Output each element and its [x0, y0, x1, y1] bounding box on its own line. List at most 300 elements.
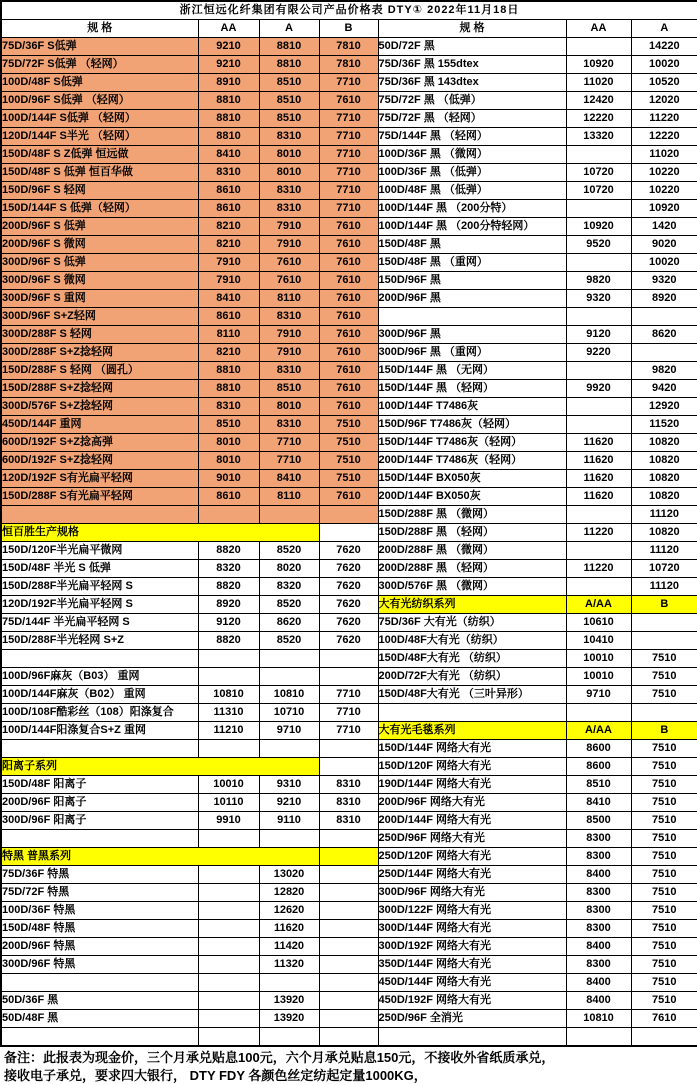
table-row — [1, 146, 697, 164]
price-cell: 8320 — [259, 578, 319, 596]
spec-cell: 150D/48F 黑 （重网） — [378, 254, 566, 272]
price-cell: 11020 — [566, 74, 631, 92]
spec-cell: 300D/144F 网络大有光 — [378, 920, 566, 938]
price-cell — [319, 1010, 378, 1028]
price-cell — [319, 506, 378, 524]
price-cell — [631, 308, 697, 326]
spec-cell: 200D/96F S 低弹 — [1, 218, 198, 236]
price-cell: 8610 — [198, 182, 259, 200]
spec-cell — [378, 308, 566, 326]
table-row — [1, 362, 697, 380]
price-cell: 8400 — [566, 974, 631, 992]
section-header-cell: 特黑 普黑系列 — [1, 848, 319, 866]
spec-cell: 100D/144F S低弹 （轻网） — [1, 110, 198, 128]
price-cell: 7510 — [631, 974, 697, 992]
price-cell — [198, 1010, 259, 1028]
table-row — [1, 812, 697, 830]
price-cell: 8910 — [198, 74, 259, 92]
table-row — [1, 974, 697, 992]
price-cell: 11520 — [631, 416, 697, 434]
price-cell: 7510 — [631, 866, 697, 884]
price-cell: 7510 — [631, 686, 697, 704]
spec-cell: 150D/144F S 低弹（轻网） — [1, 200, 198, 218]
price-cell: 14220 — [631, 38, 697, 56]
price-cell: 8210 — [198, 236, 259, 254]
price-cell: 8810 — [259, 56, 319, 74]
table-row — [1, 254, 697, 272]
price-cell: 7810 — [319, 38, 378, 56]
price-cell: 11120 — [631, 542, 697, 560]
spec-cell: 50D/48F 黑 — [1, 1010, 198, 1028]
price-cell — [319, 758, 378, 776]
price-cell: 7610 — [631, 1010, 697, 1028]
price-cell: 7710 — [319, 146, 378, 164]
price-cell: 8610 — [198, 200, 259, 218]
table-row — [1, 200, 697, 218]
spec-cell: 150D/48F 黑 — [378, 236, 566, 254]
price-cell: 8520 — [259, 632, 319, 650]
price-cell: 9210 — [198, 56, 259, 74]
spec-cell: 300D/576F 黑 （微网） — [378, 578, 566, 596]
table-row — [1, 506, 697, 524]
table-row — [1, 794, 697, 812]
spec-cell: 200D/144F 网络大有光 — [378, 812, 566, 830]
price-cell: 10410 — [566, 632, 631, 650]
table-row — [1, 164, 697, 182]
table-row — [1, 992, 697, 1010]
price-cell — [198, 650, 259, 668]
price-cell: 8400 — [566, 938, 631, 956]
price-cell: 8410 — [198, 146, 259, 164]
price-cell: 11220 — [566, 524, 631, 542]
price-cell: 12820 — [259, 884, 319, 902]
spec-cell: 200D/96F 黑 — [378, 290, 566, 308]
spec-cell: 100D/108F酷彩丝（108）阳涤复合 — [1, 704, 198, 722]
section-header-cell: 大有光毛毯系列 — [378, 722, 566, 740]
price-cell: 7710 — [319, 200, 378, 218]
spec-cell: 300D/192F 网络大有光 — [378, 938, 566, 956]
price-cell: 12220 — [566, 110, 631, 128]
table-row — [1, 866, 697, 884]
price-cell: 11120 — [631, 578, 697, 596]
price-cell: 8010 — [259, 164, 319, 182]
spec-cell: 100D/96F S低弹 （轻网） — [1, 92, 198, 110]
table-row — [1, 128, 697, 146]
price-cell: 9910 — [198, 812, 259, 830]
spec-cell: 100D/36F 黑 （微网） — [378, 146, 566, 164]
price-cell: 8610 — [198, 308, 259, 326]
price-cell: 8500 — [566, 812, 631, 830]
price-cell — [631, 344, 697, 362]
spec-cell: 100D/144F 黑 （200分特） — [378, 200, 566, 218]
price-cell: 9020 — [631, 236, 697, 254]
price-cell — [198, 830, 259, 848]
spec-cell: 150D/48F S 低弹 恒百华做 — [1, 164, 198, 182]
price-cell: 10710 — [259, 704, 319, 722]
price-cell: 8410 — [198, 290, 259, 308]
price-cell: B — [631, 596, 697, 614]
price-cell: 8300 — [566, 920, 631, 938]
table-row — [1, 884, 697, 902]
table-row — [1, 272, 697, 290]
price-cell: 8410 — [259, 470, 319, 488]
price-cell — [319, 740, 378, 758]
price-cell — [566, 578, 631, 596]
price-cell: 7510 — [631, 938, 697, 956]
price-cell: 7710 — [319, 110, 378, 128]
price-cell: 7910 — [259, 326, 319, 344]
spec-cell: 200D/96F S 微网 — [1, 236, 198, 254]
price-cell — [259, 668, 319, 686]
price-cell: 7510 — [319, 470, 378, 488]
price-cell: 8300 — [566, 848, 631, 866]
table-row — [1, 686, 697, 704]
price-cell: 7710 — [319, 722, 378, 740]
price-cell: 10820 — [631, 434, 697, 452]
price-cell: 7610 — [319, 92, 378, 110]
price-cell — [631, 632, 697, 650]
spec-cell: 190D/144F 网络大有光 — [378, 776, 566, 794]
price-cell — [566, 146, 631, 164]
spec-cell: 200D/144F BX050灰 — [378, 488, 566, 506]
price-cell: 7610 — [319, 380, 378, 398]
price-cell: 7910 — [259, 218, 319, 236]
price-cell: 8310 — [259, 362, 319, 380]
spec-cell: 100D/36F 特黑 — [1, 902, 198, 920]
price-cell — [198, 920, 259, 938]
price-cell: 8510 — [566, 776, 631, 794]
price-cell: 8310 — [319, 794, 378, 812]
price-cell: 7620 — [319, 542, 378, 560]
price-cell — [198, 974, 259, 992]
table-row — [1, 488, 697, 506]
price-cell: 7510 — [631, 920, 697, 938]
price-cell: 9120 — [566, 326, 631, 344]
spec-cell: 100D/144F麻灰（B02） 重网 — [1, 686, 198, 704]
spec-cell: 600D/192F S+Z捻高弹 — [1, 434, 198, 452]
price-cell: 10920 — [631, 200, 697, 218]
price-cell: 12020 — [631, 92, 697, 110]
price-cell — [566, 200, 631, 218]
price-cell: 8810 — [198, 92, 259, 110]
spec-cell — [378, 1028, 566, 1047]
left-spec-header: 规 格 — [1, 20, 198, 38]
price-cell: 7710 — [319, 704, 378, 722]
price-cell: 9710 — [259, 722, 319, 740]
price-cell: 7610 — [319, 308, 378, 326]
table-row — [1, 776, 697, 794]
price-cell: 8320 — [198, 560, 259, 578]
table-row — [1, 704, 697, 722]
table-row — [1, 542, 697, 560]
table-row — [1, 650, 697, 668]
price-cell: 8810 — [259, 38, 319, 56]
spec-cell — [1, 506, 198, 524]
price-cell: 11220 — [631, 110, 697, 128]
price-cell: 7510 — [319, 416, 378, 434]
price-cell — [319, 1028, 378, 1047]
price-cell — [566, 38, 631, 56]
price-cell: 8310 — [198, 398, 259, 416]
price-cell — [198, 938, 259, 956]
price-cell: 9520 — [566, 236, 631, 254]
price-cell: 10820 — [631, 524, 697, 542]
spec-cell: 300D/96F 黑 （重网） — [378, 344, 566, 362]
spec-cell: 75D/36F 黑 155dtex — [378, 56, 566, 74]
spec-cell: 300D/288F S 轻网 — [1, 326, 198, 344]
price-cell — [319, 668, 378, 686]
price-cell: 11620 — [566, 470, 631, 488]
spec-cell: 200D/96F 阳离子 — [1, 794, 198, 812]
price-cell — [631, 1028, 697, 1047]
price-cell: 10720 — [566, 182, 631, 200]
note-line-1: 备注：此报表为现金价，三个月承兑贴息100元，六个月承兑贴息150元，不接收外省纸质承兑， — [4, 1050, 555, 1065]
spec-cell: 150D/96F 黑 — [378, 272, 566, 290]
price-cell: 7620 — [319, 596, 378, 614]
price-cell: 8400 — [566, 866, 631, 884]
table-row — [1, 56, 697, 74]
price-cell: 9320 — [631, 272, 697, 290]
spec-cell — [1, 650, 198, 668]
price-cell: 9120 — [198, 614, 259, 632]
price-cell: 8520 — [259, 596, 319, 614]
price-cell — [198, 506, 259, 524]
spec-cell: 150D/48F大有光 （三叶异形） — [378, 686, 566, 704]
spec-cell: 100D/48F S低弹 — [1, 74, 198, 92]
table-row — [1, 398, 697, 416]
spec-cell — [1, 1028, 198, 1047]
price-cell: 7610 — [319, 272, 378, 290]
price-cell: 10220 — [631, 182, 697, 200]
table-row — [1, 236, 697, 254]
table-row — [1, 632, 697, 650]
price-cell: 10020 — [631, 254, 697, 272]
spec-cell: 100D/144F阳涤复合S+Z 重网 — [1, 722, 198, 740]
price-cell: 8920 — [631, 290, 697, 308]
price-cell: 8310 — [259, 416, 319, 434]
price-cell: 7610 — [319, 488, 378, 506]
price-cell: 7910 — [198, 272, 259, 290]
price-cell: 12920 — [631, 398, 697, 416]
price-cell: 11020 — [631, 146, 697, 164]
spec-cell: 150D/144F BX050灰 — [378, 470, 566, 488]
spec-cell: 100D/96F麻灰（B03） 重网 — [1, 668, 198, 686]
price-cell — [319, 956, 378, 974]
spec-cell: 150D/96F S 轻网 — [1, 182, 198, 200]
price-cell: 10010 — [198, 776, 259, 794]
spec-cell: 200D/288F 黑 （轻网） — [378, 560, 566, 578]
price-cell: 8020 — [259, 560, 319, 578]
price-cell: 9710 — [566, 686, 631, 704]
price-cell: 8300 — [566, 902, 631, 920]
title-row — [1, 1, 697, 20]
price-cell — [631, 614, 697, 632]
price-cell: 8310 — [198, 164, 259, 182]
price-cell — [566, 416, 631, 434]
price-cell: 7610 — [319, 254, 378, 272]
price-cell — [198, 668, 259, 686]
price-cell: 8920 — [198, 596, 259, 614]
spec-cell: 150D/144F 网络大有光 — [378, 740, 566, 758]
spec-cell — [1, 974, 198, 992]
price-cell: 9820 — [631, 362, 697, 380]
price-cell — [566, 506, 631, 524]
price-cell: 8600 — [566, 740, 631, 758]
price-cell: 9010 — [198, 470, 259, 488]
spec-cell: 75D/36F 黑 143dtex — [378, 74, 566, 92]
spec-cell: 150D/288F 黑 （轻网） — [378, 524, 566, 542]
price-cell: 8310 — [259, 200, 319, 218]
table-row — [1, 758, 697, 776]
spec-cell: 350D/144F 网络大有光 — [378, 956, 566, 974]
spec-cell: 300D/96F S 微网 — [1, 272, 198, 290]
price-cell — [259, 830, 319, 848]
price-cell: 10720 — [566, 164, 631, 182]
price-cell: 8310 — [259, 128, 319, 146]
price-cell: 8010 — [198, 434, 259, 452]
price-cell: 10220 — [631, 164, 697, 182]
section-header-cell: 阳离子系列 — [1, 758, 319, 776]
spec-cell: 300D/576F S+Z捻轻网 — [1, 398, 198, 416]
price-cell: 9320 — [566, 290, 631, 308]
price-cell: A/AA — [566, 722, 631, 740]
price-cell: 8820 — [198, 542, 259, 560]
price-cell: 7610 — [259, 254, 319, 272]
price-cell: 13920 — [259, 992, 319, 1010]
table-row — [1, 560, 697, 578]
price-cell: 9820 — [566, 272, 631, 290]
price-cell: 7620 — [319, 578, 378, 596]
spec-cell: 75D/72F 黑 （轻网） — [378, 110, 566, 128]
price-cell: 11310 — [198, 704, 259, 722]
price-cell: 7510 — [319, 434, 378, 452]
price-cell: A/AA — [566, 596, 631, 614]
spec-cell: 150D/48F 特黑 — [1, 920, 198, 938]
price-cell: 8010 — [198, 452, 259, 470]
price-cell: 12620 — [259, 902, 319, 920]
price-cell: 7620 — [319, 632, 378, 650]
price-cell: 7610 — [319, 218, 378, 236]
price-cell: 8310 — [259, 308, 319, 326]
spec-cell: 50D/72F 黑 — [378, 38, 566, 56]
price-cell: 7510 — [631, 812, 697, 830]
price-cell — [319, 866, 378, 884]
left-grade-b-header: B — [319, 20, 378, 38]
spec-cell: 150D/288F S+Z捻轻网 — [1, 380, 198, 398]
spec-cell: 75D/72F 黑 （低弹） — [378, 92, 566, 110]
price-cell: 9210 — [259, 794, 319, 812]
table-row — [1, 290, 697, 308]
price-cell: 11620 — [566, 488, 631, 506]
spec-cell — [1, 740, 198, 758]
price-cell: 8810 — [198, 128, 259, 146]
price-cell: 8810 — [198, 110, 259, 128]
spec-cell: 100D/144F 黑 （200分特轻网） — [378, 218, 566, 236]
price-cell: 7510 — [631, 794, 697, 812]
spec-cell: 250D/120F 网络大有光 — [378, 848, 566, 866]
price-cell: 8300 — [566, 884, 631, 902]
price-cell: 7510 — [631, 830, 697, 848]
price-cell — [259, 974, 319, 992]
spec-cell: 100D/36F 黑 （低弹） — [378, 164, 566, 182]
spec-cell: 300D/96F 阳离子 — [1, 812, 198, 830]
right-grade-a-header: A — [631, 20, 697, 38]
price-cell: 7610 — [319, 362, 378, 380]
spec-cell: 150D/288F S有光扁平轻网 — [1, 488, 198, 506]
table-row — [1, 380, 697, 398]
price-cell: 7910 — [198, 254, 259, 272]
price-cell — [566, 1028, 631, 1047]
price-cell: 8510 — [259, 92, 319, 110]
spec-cell: 120D/192F S有光扁平轻网 — [1, 470, 198, 488]
price-cell — [259, 740, 319, 758]
price-cell — [566, 362, 631, 380]
spec-cell: 150D/288F S 轻网 （圆孔） — [1, 362, 198, 380]
price-cell: 7510 — [631, 992, 697, 1010]
spec-cell — [378, 704, 566, 722]
price-cell: 8610 — [198, 488, 259, 506]
price-cell: 8300 — [566, 956, 631, 974]
table-row — [1, 578, 697, 596]
price-cell: 8810 — [198, 380, 259, 398]
price-cell — [631, 704, 697, 722]
price-cell: 7620 — [319, 614, 378, 632]
price-cell — [319, 650, 378, 668]
table-row — [1, 524, 697, 542]
spec-cell: 300D/96F 特黑 — [1, 956, 198, 974]
price-cell: B — [631, 722, 697, 740]
spec-cell: 300D/96F S 重网 — [1, 290, 198, 308]
price-cell — [566, 704, 631, 722]
price-cell — [198, 992, 259, 1010]
price-cell: 11320 — [259, 956, 319, 974]
price-cell: 7620 — [319, 560, 378, 578]
price-cell — [319, 992, 378, 1010]
price-cell: 10610 — [566, 614, 631, 632]
spec-cell: 200D/96F 特黑 — [1, 938, 198, 956]
section-header-cell: 恒百胜生产规格 — [1, 524, 319, 542]
price-cell — [198, 1028, 259, 1047]
page-title: 浙江恒远化纤集团有限公司产品价格表 DTY① 2022年11月18日 — [1, 1, 697, 20]
spec-cell: 50D/36F 黑 — [1, 992, 198, 1010]
spec-cell: 450D/192F 网络大有光 — [378, 992, 566, 1010]
price-cell: 7710 — [259, 434, 319, 452]
spec-cell: 150D/48F大有光 （纺织） — [378, 650, 566, 668]
price-cell: 9310 — [259, 776, 319, 794]
price-cell: 8310 — [259, 182, 319, 200]
price-cell: 8110 — [259, 488, 319, 506]
price-cell: 8110 — [198, 326, 259, 344]
spec-cell: 100D/48F大有光（纺织） — [378, 632, 566, 650]
spec-cell: 150D/288F半光扁平轻网 S — [1, 578, 198, 596]
price-cell: 8510 — [259, 74, 319, 92]
spec-cell: 150D/144F 黑 （无网） — [378, 362, 566, 380]
price-cell: 11120 — [631, 506, 697, 524]
price-cell — [198, 866, 259, 884]
price-cell — [319, 524, 378, 542]
price-cell: 7910 — [259, 236, 319, 254]
price-cell: 8510 — [198, 416, 259, 434]
price-cell: 12420 — [566, 92, 631, 110]
price-cell: 7710 — [319, 164, 378, 182]
spec-cell: 100D/144F T7486灰 — [378, 398, 566, 416]
spec-cell: 250D/96F 全消光 — [378, 1010, 566, 1028]
spec-cell: 75D/72F 特黑 — [1, 884, 198, 902]
right-grade-aa-header: AA — [566, 20, 631, 38]
spec-cell: 200D/288F 黑 （微网） — [378, 542, 566, 560]
spec-cell — [1, 830, 198, 848]
price-cell: 11420 — [259, 938, 319, 956]
